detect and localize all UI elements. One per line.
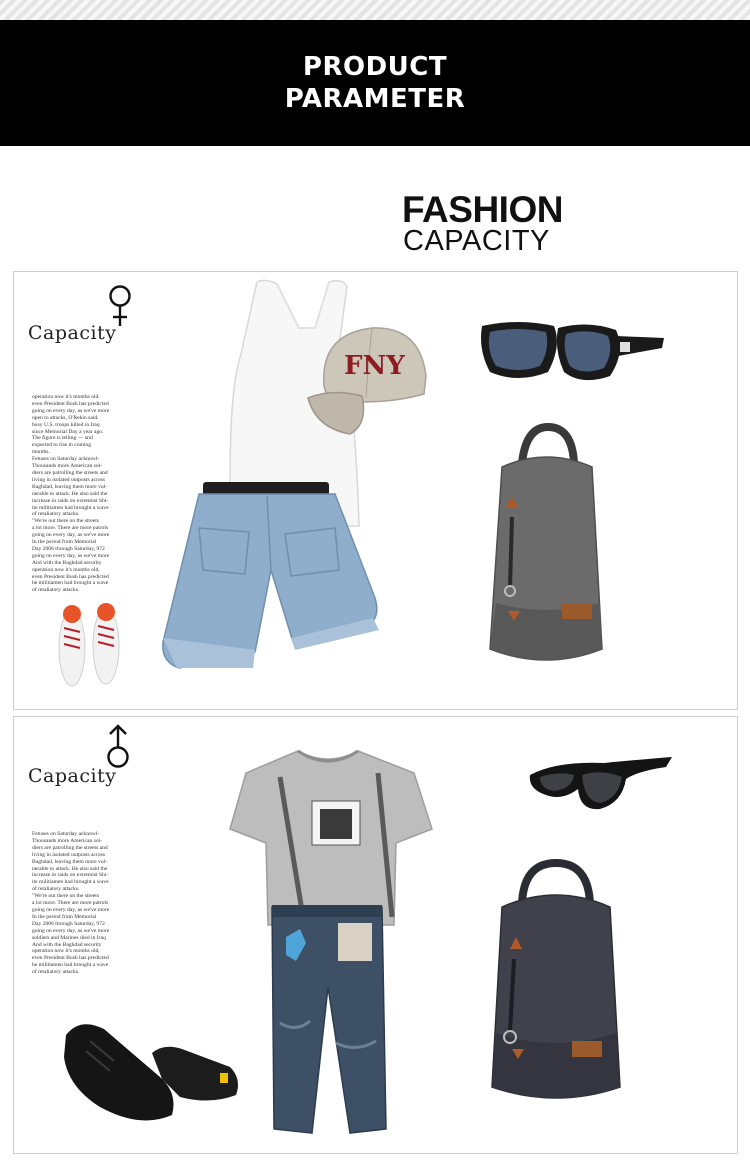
article-line: living in isolated outposts across [32,476,106,483]
article-line: And with the Baghdad security [32,941,102,948]
article-line: increase in raids on extremist Shi- [32,497,109,504]
article-line: operation now it's months old, [32,948,100,955]
capacity-heading: CAPACITY [403,225,550,257]
article-line: living in isolated outposts across [32,851,106,858]
article-line: going on every day, as we've more [32,906,110,913]
male-symbol-icon [105,723,131,771]
article-line: "We're out there on the streets [32,893,99,900]
article-line: even President Bush has predicted [32,573,109,580]
article-line: diers are patrolling the streets and [32,844,108,851]
article-line: a lot more. There are more patrols [32,900,109,907]
article-line: Fetuses on Saturday acknowl- [32,831,100,837]
newspaper-text-block [32,831,124,976]
article-line: of retaliatory attacks. [32,969,80,976]
article-line: even President Bush has predicted [32,955,109,962]
article-line: nerable to attack. He also said the [32,865,108,872]
product-parameter-banner [0,20,750,146]
baseball-cap-image [302,324,432,436]
article-line: Thousands more American sol- [32,837,103,844]
article-line: busy U.S. troops killed in Iraq [32,421,100,428]
article-line: open to attacks, O'Rekin said. [32,414,99,421]
capacity-label: Capacity [28,322,117,344]
cap-logo-text: FNY [344,351,405,381]
banner-title-line1: PRODUCT [302,52,448,82]
article-line: "We're out there on the streets [32,518,99,525]
female-outfit-panel [13,271,738,710]
sport-sunglasses-image [526,753,676,817]
article-line: of retaliatory attacks. [32,886,80,893]
article-line: soldiers and Marines died in Iraq [32,934,106,941]
article-line: operation now it's months old, [32,566,100,573]
article-line: of retaliatory attacks. [32,587,80,594]
male-outfit-panel [13,716,738,1154]
article-line: ite militiamen had brought a wave [32,504,109,511]
article-line: expected to rise in coming [32,442,92,449]
article-line: he militiamen had brought a wave [32,580,109,587]
article-line: nerable to attack. He also said the [32,490,108,497]
banner-title-line2: PARAMETER [284,84,466,114]
article-line: of retaliatory attacks. [32,511,80,518]
article-line: he militiamen had brought a wave [32,962,109,969]
navy-backpack-image [488,863,624,1107]
article-line: ite militiamen had brought a wave [32,879,109,886]
newspaper-text-block [32,394,124,594]
article-line: going on every day, as we've more [32,927,110,934]
denim-shorts-image [159,478,384,670]
article-line: In the period from Memorial [32,539,97,546]
article-line: In the period from Memorial [32,913,97,920]
article-line: Fetuses on Saturday acknowl- [32,456,100,463]
decorative-stripe [0,0,750,20]
white-sneakers-image [58,602,124,690]
article-line: Thousands more American sol- [32,463,103,470]
article-line: even President Bush has predicted [32,400,109,407]
fashion-heading: FASHION [402,189,563,230]
article-line: diers are patrolling the streets and [32,469,108,476]
article-line: going on every day, as we've more [32,532,110,539]
black-shoes-image [60,1017,240,1129]
article-line: And with the Baghdad security [32,559,102,566]
article-line: Baghdad, leaving them more vul- [32,483,108,490]
article-line: Day 2006 through Saturday, 972 [32,545,105,552]
article-line: The figure is telling — and [32,435,93,442]
article-line: going on every day, as we've more [32,407,110,414]
article-line: Day 2006 through Saturday, 972 [32,920,105,927]
black-sunglasses-image [478,316,670,394]
article-line: operation now it's months old. [32,394,100,400]
grey-tshirt-image [228,747,432,929]
blue-jeans-image [266,903,388,1137]
capacity-label: Capacity [28,765,117,787]
grey-backpack-image [482,427,614,671]
article-line: going on every day, as we've more [32,552,110,559]
article-line: a lot more. There are more patrols [32,525,109,532]
article-line: since Memorial Day a year ago. [32,428,104,435]
article-line: Baghdad, leaving them more vul- [32,858,108,865]
article-line: increase in raids on extremist Shi- [32,872,109,879]
article-line: months. [32,449,50,456]
